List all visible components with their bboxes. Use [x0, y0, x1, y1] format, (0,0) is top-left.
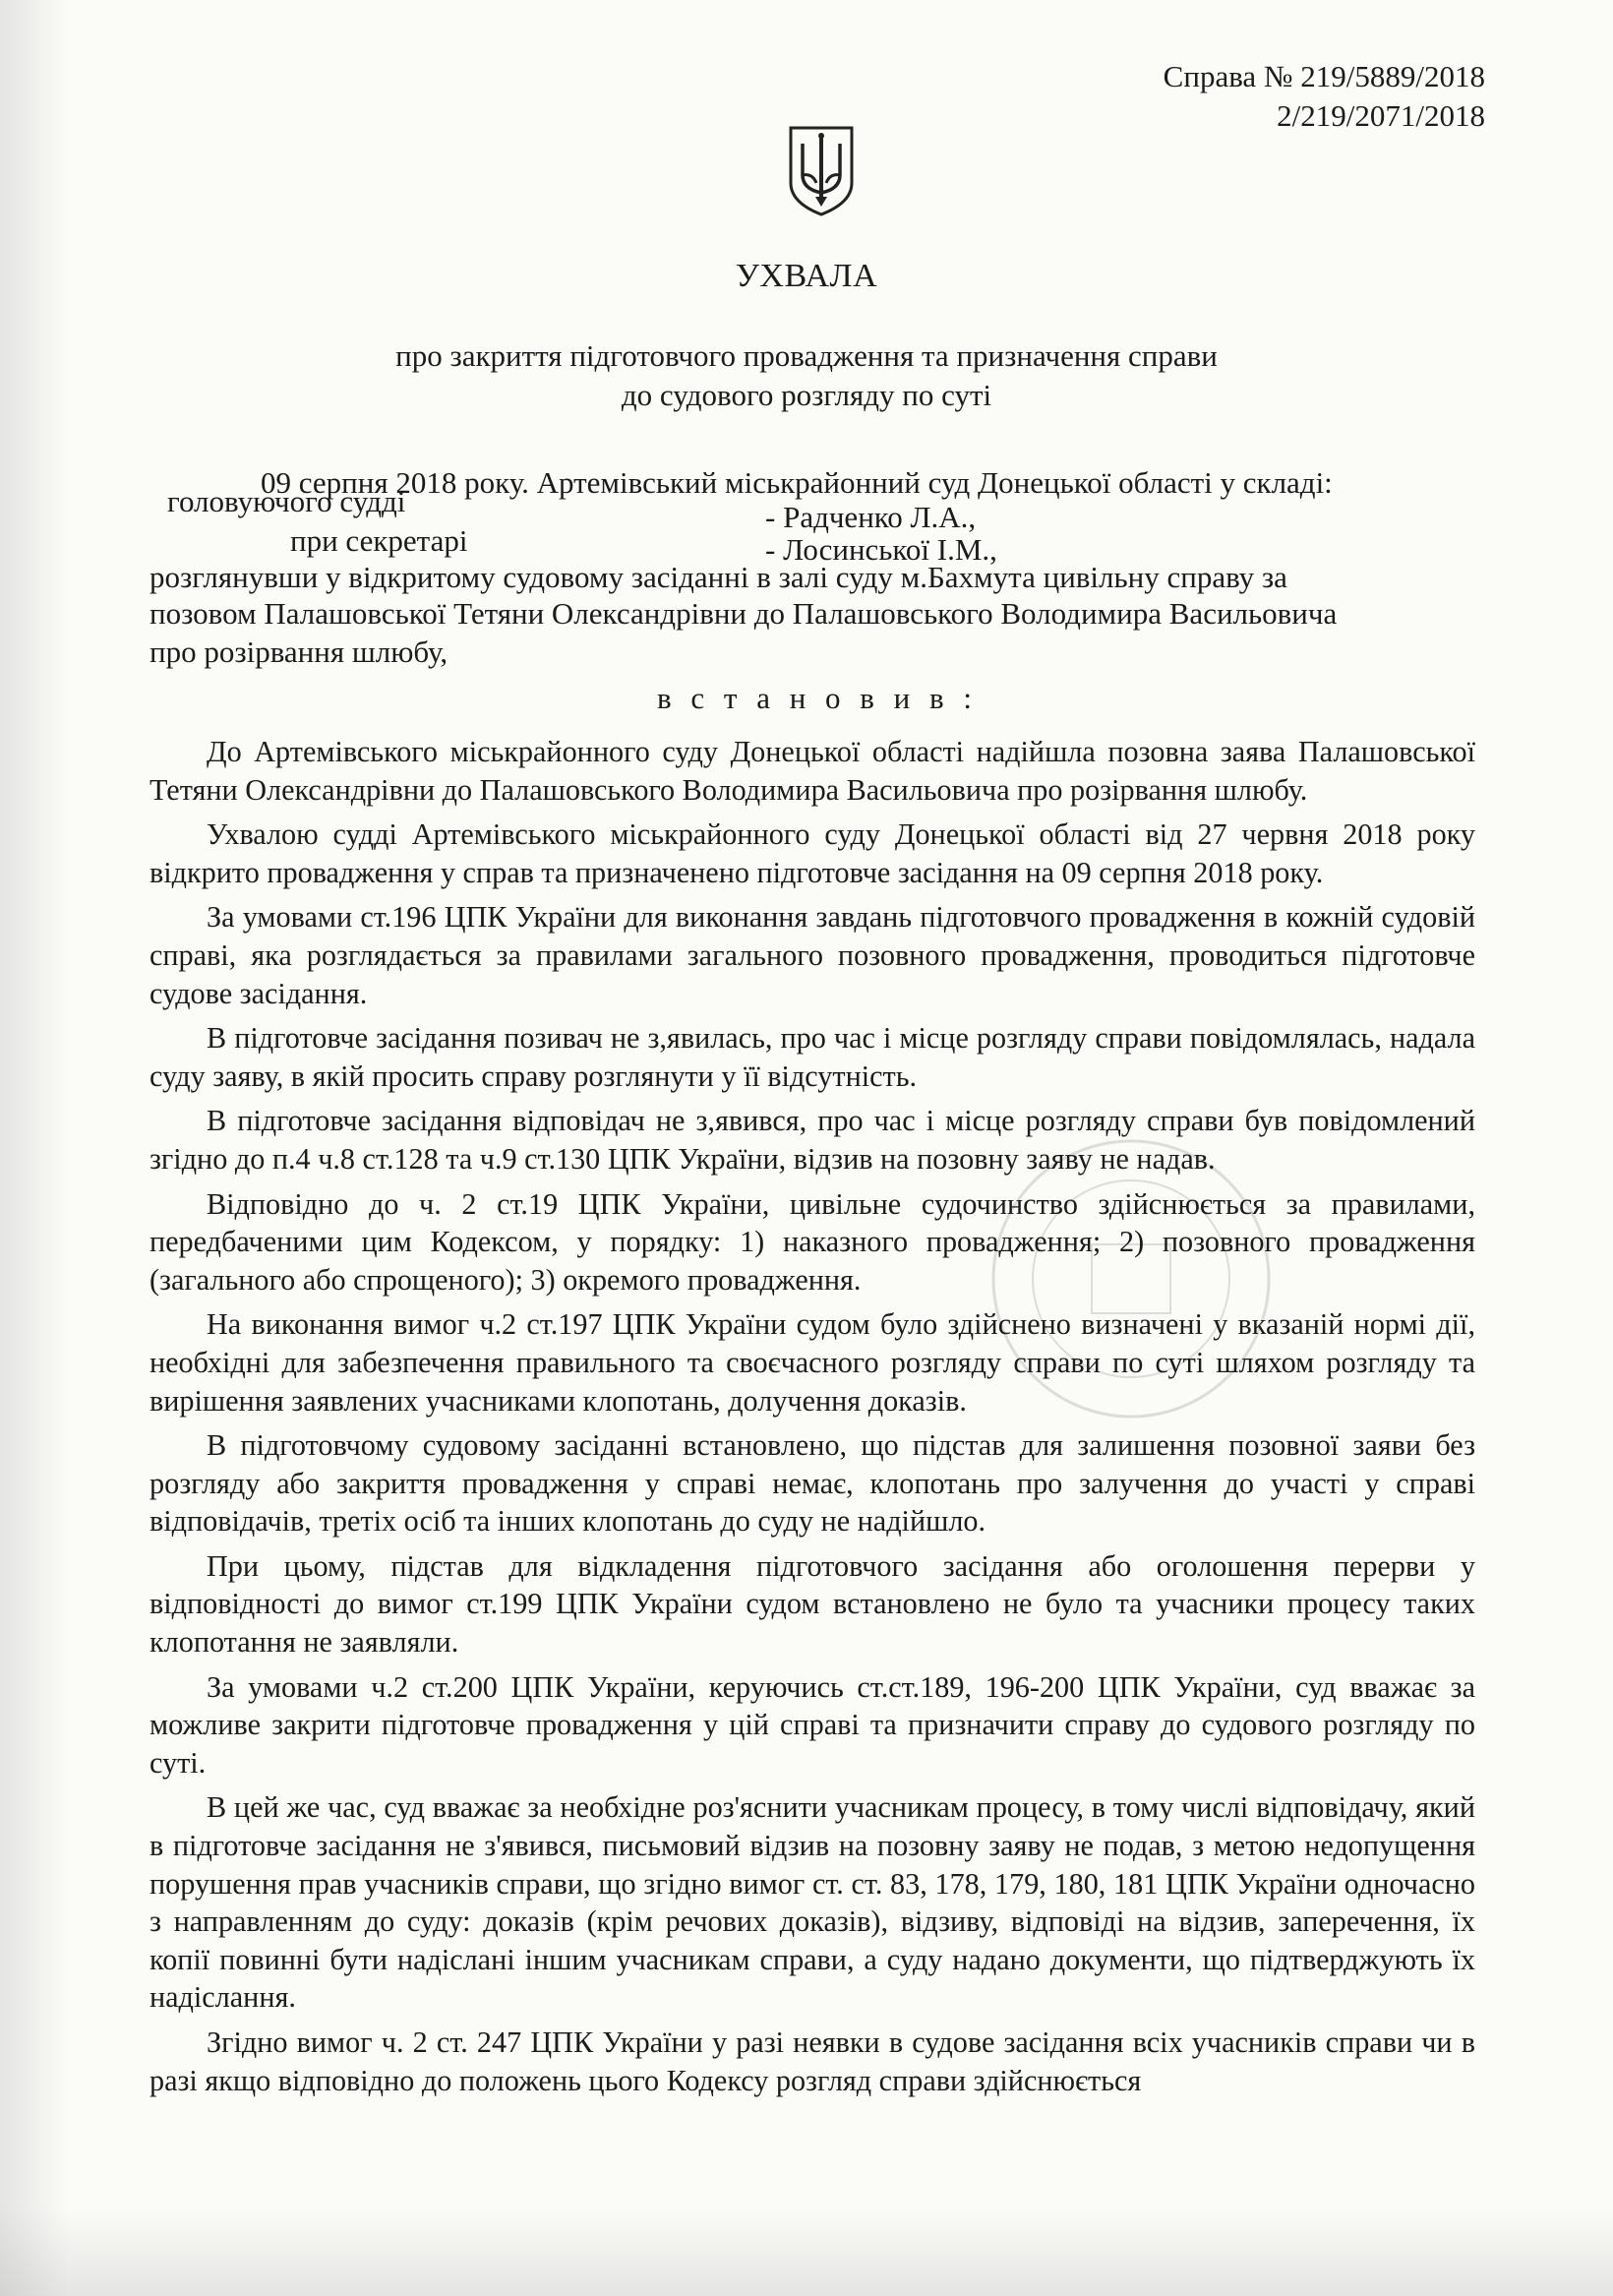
scan-shadow-bottom [0, 2207, 1613, 2296]
paragraph: При цьому, підстав для відкладення підготовчого засідання або оголошення перерви у відповідності до вимог ст.199 ЦПК України судом встановлено не було та учасники процесу таких клопотання не заявляли. [149, 1548, 1475, 1660]
subtitle-line-1: про закриття підготовчого провадження та призначення справи [395, 338, 1218, 373]
established-heading: в с т а н о в и в : [657, 681, 979, 715]
judge-label: головуючого судді [167, 484, 406, 518]
judge-name: - Радченко Л.А., [765, 500, 977, 534]
intro-considered: розглянувши у відкритому судовому засіданні в залі суду м.Бахмута цивільну справу за [149, 560, 1287, 594]
secretary-label: при секретарі [290, 523, 468, 558]
trident-coat-of-arms-icon [787, 124, 856, 217]
date-line: 09 серпня 2018 року. Артемівський міськрайонний суд Донецької області у складі: [261, 465, 1333, 500]
secretary-name: - Лосинської І.М., [765, 532, 997, 567]
intro-subject: про розірвання шлюбу, [149, 634, 448, 669]
case-number-block [1164, 57, 1485, 136]
paragraph: Ухвалою судді Артемівського міськрайонного суду Донецької області від 27 червня 2018 року відкрито провадження у справ та призначенено підготовче засідання на 09 серпня 2018 року. [149, 817, 1475, 889]
paragraph: В цей же час, суд вважає за необхідне роз'яснити учасникам процесу, в тому числі відповідачу, який в підготовче засідання не з'явився, письмовий відзив на позовну заяву не подав, з метою недопущення порушення прав учасників справи, що згідно вимог ст. ст. 83, 178, 179, 180, 181 ЦПК України одночасно з направленням до суду: доказів (крім речових доказів), відзиву, відповіді на відзив, заперечення, їх копії повинні бути надіслані іншим учасникам справи, а суду надано документи, що підтверджують їх надіслання. [149, 1790, 1475, 2015]
paragraph: В підготовче засідання відповідач не з,явився, про час і місце розгляду справи був повідомлений згідно до п.4 ч.8 ст.128 та ч.9 ст.130 ЦПК України, відзив на позовну заяву не надав. [149, 1104, 1475, 1176]
document-subtitle [305, 336, 1308, 415]
paragraph: Відповідно до ч. 2 ст.19 ЦПК України, цивільне судочинство здійснюється за правилами, передбаченими цим Кодексом, у порядку: 1) наказного провадження; 2) позовного провадження (загального або спрощеного); 3) окремого провадження. [149, 1186, 1475, 1297]
paragraph: В підготовче засідання позивач не з,явилась, про час і місце розгляду справи повідомлялась, надала суду заяву, в якій просить справу розглянути у її відсутність. [149, 1021, 1475, 1093]
paragraph: В підготовчому судовому засіданні встановлено, що підстав для залишення позовної заяви без розгляду або закриття провадження у справі немає, клопотань про залучення до участі у справі відповідачів, третіх осіб та інших клопотань до суду не надійшло. [149, 1428, 1475, 1539]
paragraph: До Артемівського міськрайонного суду Донецької області надійшла позовна заява Палашовської Тетяни Олександрівни до Палашовського Володимира Васильовича про розірвання шлюбу. [149, 735, 1475, 807]
subtitle-line-2: до судового розгляду по суті [621, 378, 992, 412]
body-text [149, 733, 1475, 2106]
paragraph: Згідно вимог ч. 2 ст. 247 ЦПК України у разі неявки в судове засідання всіх учасників справи чи в разі якщо відповідно до положень цього Кодексу розгляд справи здійснюється [149, 2025, 1475, 2097]
paragraph: За умовами ч.2 ст.200 ЦПК України, керуючись ст.ст.189, 196-200 ЦПК України, суд вважає за можливе закрити підготовче провадження у цій справі та призначити справу до судового розгляду по суті. [149, 1669, 1475, 1780]
proceeding-number: 2/219/2071/2018 [1277, 98, 1485, 133]
case-number: Справа № 219/5889/2018 [1163, 59, 1485, 93]
intro-claim: позовом Палашовської Тетяни Олександрівни до Палашовського Володимира Васильовича [149, 596, 1338, 631]
paragraph: За умовами ст.196 ЦПК України для виконання завдань підготовчого провадження в кожній судовій справі, яка розглядається за правилами загального позовного провадження, проводиться підготовче судове засідання. [149, 900, 1475, 1010]
scan-shadow-left [0, 0, 69, 2296]
paragraph: На виконання вимог ч.2 ст.197 ЦПК України судом було здійснено визначені у вказаній нормі дії, необхідні для забезпечення правильного та своєчасного розгляду справи по суті шляхом розгляду та вирішення заявлених учасниками клопотань, долучення доказів. [149, 1307, 1475, 1418]
document-title: УХВАЛА [735, 258, 878, 294]
